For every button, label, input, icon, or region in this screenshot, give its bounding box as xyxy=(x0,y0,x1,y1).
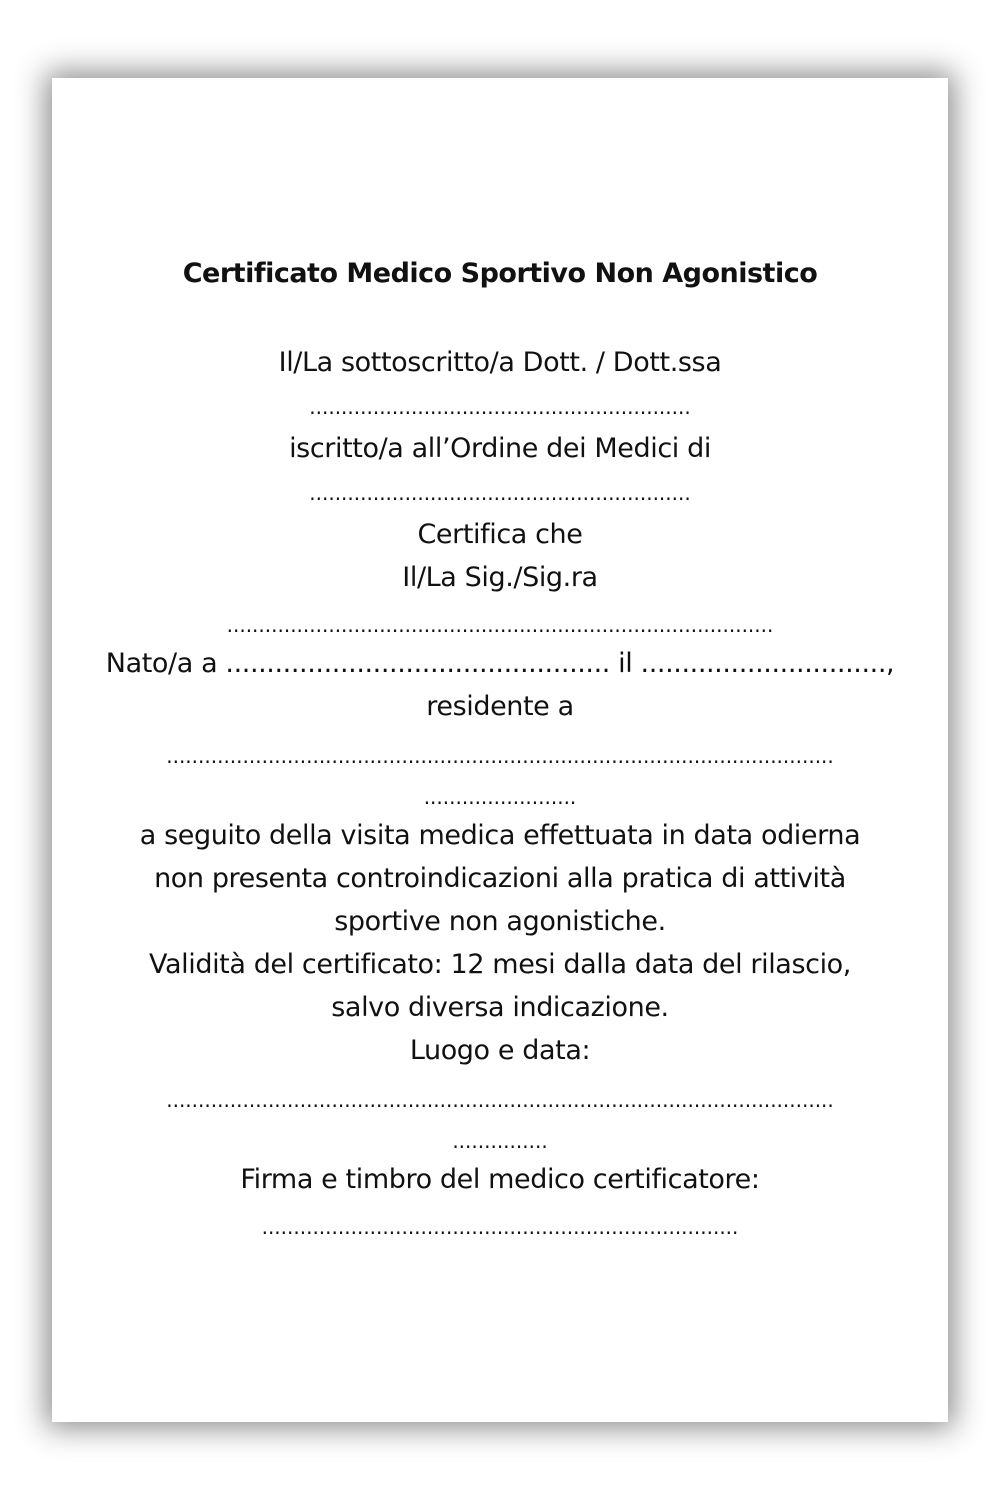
certifies-line: Certifica che xyxy=(417,519,583,550)
person-blank: ...................................................................................... xyxy=(226,614,774,636)
residence-line: residente a xyxy=(426,691,574,722)
place-date-label: Luogo e data: xyxy=(409,1035,591,1066)
person-line: Il/La Sig./Sig.ra xyxy=(402,562,598,593)
certificate-page xyxy=(52,78,948,1422)
body-line-3: sportive non agonistiche. xyxy=(334,906,666,937)
doctor-name-blank: ............................................................ xyxy=(309,396,691,418)
signature-blank: ........................................................................... xyxy=(261,1216,739,1238)
residence-blank-2: ........................ xyxy=(423,786,577,808)
place-date-blank-1: ......................................................................................................... xyxy=(166,1089,834,1111)
doctor-line: Il/La sottoscritto/a Dott. / Dott.ssa xyxy=(278,347,722,378)
validity-line-1: Validità del certificato: 12 mesi dalla data del rilascio, xyxy=(149,949,851,980)
body-line-2: non presenta controindicazioni alla pratica di attività xyxy=(154,863,846,894)
birth-line: Nato/a a ............................................... il .............................., xyxy=(105,648,895,679)
order-blank: ............................................................ xyxy=(309,482,691,504)
order-line: iscritto/a all’Ordine dei Medici di xyxy=(289,433,711,464)
validity-line-2: salvo diversa indicazione. xyxy=(331,992,669,1023)
body-line-1: a seguito della visita medica effettuata in data odierna xyxy=(139,820,861,851)
certificate-title: Certificato Medico Sportivo Non Agonistico xyxy=(182,258,818,289)
place-date-blank-2: ............... xyxy=(452,1130,548,1152)
signature-label: Firma e timbro del medico certificatore: xyxy=(240,1164,760,1195)
residence-blank-1: ......................................................................................................... xyxy=(166,745,834,767)
